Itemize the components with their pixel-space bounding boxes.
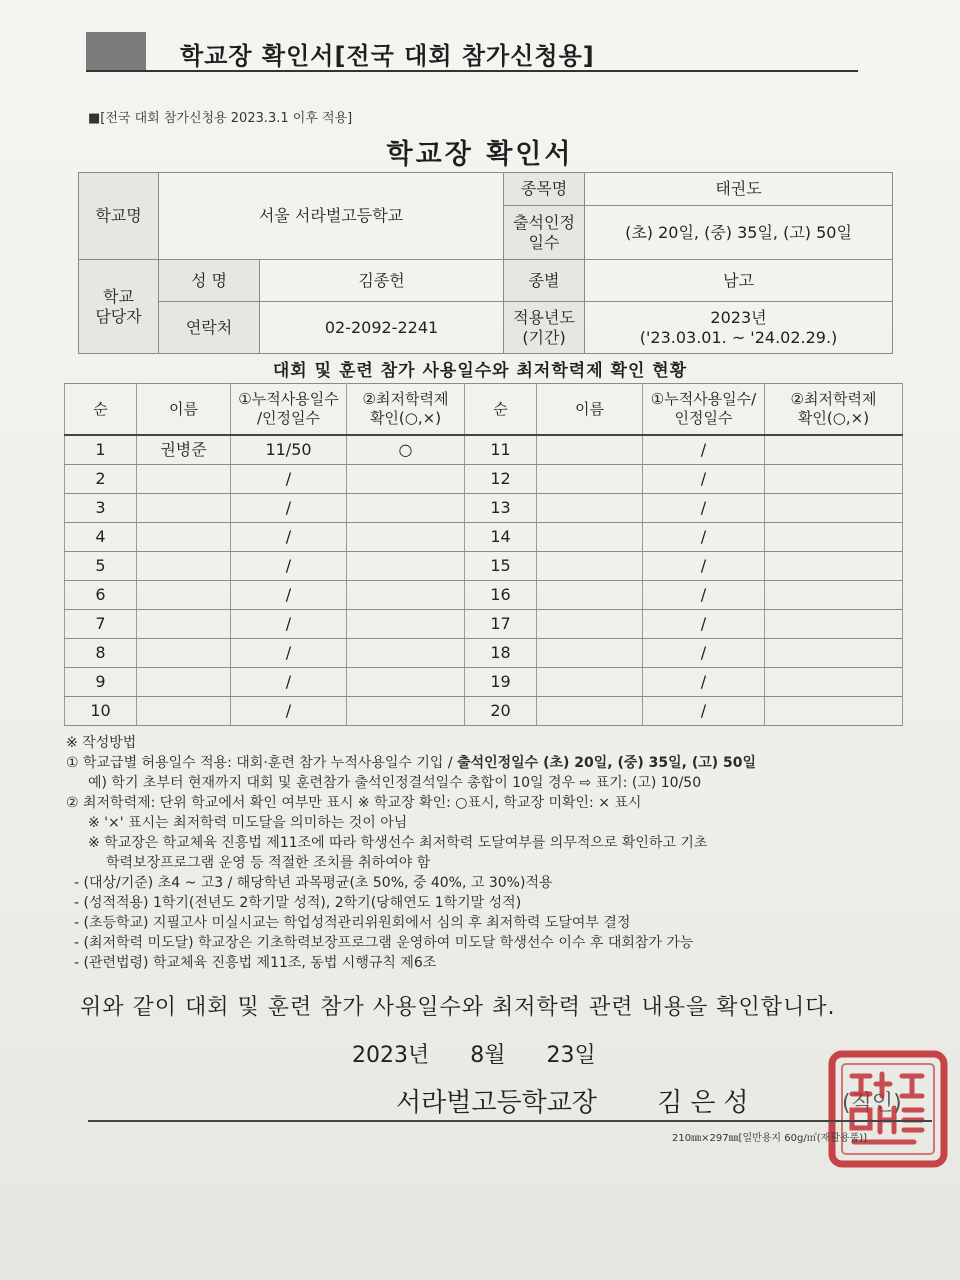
athlete-name <box>137 639 231 668</box>
athlete-name <box>137 523 231 552</box>
year-value: 2023년 <box>710 307 767 327</box>
instruction-line: - (관련법령) 학교체육 진흥법 제11조, 동법 시행규칙 제6조 <box>74 955 437 971</box>
confirmation-text: 위와 같이 대회 및 훈련 참가 사용일수와 최저학력 관련 내용을 확인합니다. <box>80 995 836 1020</box>
header-check: ②최저학력제 확인(○,×) <box>347 384 465 436</box>
principal-line <box>396 1082 757 1119</box>
days-value: / <box>643 581 765 610</box>
contact-value: 02-2092-2241 <box>260 302 504 354</box>
header-days: ①누적사용일수 /인정일수 <box>231 384 347 436</box>
top-title: 학교장 확인서[전국 대회 참가신청용] <box>180 42 595 70</box>
athlete-name <box>537 697 643 726</box>
status-title: 대회 및 훈련 참가 사용일수와 최저학력제 확인 현황 <box>272 361 688 381</box>
sport-label: 종목명 <box>504 173 585 206</box>
athlete-name <box>137 610 231 639</box>
athlete-name <box>137 465 231 494</box>
instruction-line: 예) 학기 초부터 현재까지 대회 및 훈련참가 출석인정결석일수 총합이 10일 경우 ⇨ 표기: (고) 10/50 <box>88 775 702 791</box>
check-value <box>347 610 465 639</box>
top-rule <box>86 70 858 72</box>
table-row <box>65 697 903 726</box>
row-number: 8 <box>65 639 137 668</box>
instruction-line: ※ 학교장은 학교체육 진흥법 제11조에 따라 학생선수 최저학력 도달여부를 의무적으로 확인하고 기초 <box>88 835 708 851</box>
check-value <box>765 697 903 726</box>
header-gray-block <box>86 32 146 72</box>
row-number: 3 <box>65 494 137 523</box>
instructions-heading: ※ 작성방법 <box>66 735 137 751</box>
check-value <box>347 581 465 610</box>
school-info-table <box>78 172 893 354</box>
days-value: / <box>231 552 347 581</box>
instruction-line: - (대상/기준) 초4 ~ 고3 / 해당학년 과목평균(초 50%, 중 40%, 고 30%)적용 <box>74 875 553 891</box>
days-value: / <box>643 610 765 639</box>
header-no: 순 <box>65 384 137 436</box>
row-number: 5 <box>65 552 137 581</box>
table-row <box>65 610 903 639</box>
athlete-name <box>137 668 231 697</box>
check-value <box>765 610 903 639</box>
row-number: 18 <box>465 639 537 668</box>
attendance-value: (초) 20일, (중) 35일, (고) 50일 <box>585 206 893 260</box>
year-label: 적용년도 (기간) <box>504 302 585 354</box>
table-row <box>65 465 903 494</box>
check-value <box>765 668 903 697</box>
instruction-line: - (성적적용) 1학기(전년도 2학기말 성적), 2학기(당해연도 1학기말 성적) <box>74 895 522 911</box>
table-row <box>65 581 903 610</box>
row-number: 7 <box>65 610 137 639</box>
row-number: 11 <box>465 435 537 465</box>
athlete-name <box>537 494 643 523</box>
athlete-name <box>137 581 231 610</box>
header-name: 이름 <box>137 384 231 436</box>
sport-value: 태권도 <box>585 173 893 206</box>
instruction-line: ※ '×' 표시는 최저학력 미도달을 의미하는 것이 아님 <box>88 815 408 831</box>
check-value <box>765 639 903 668</box>
manager-label: 학교 담당자 <box>79 260 159 354</box>
row-number: 6 <box>65 581 137 610</box>
days-value: / <box>231 465 347 494</box>
header-note: ■[전국 대회 참가신청용 2023.3.1 이후 적용] <box>88 111 353 126</box>
check-value <box>765 581 903 610</box>
days-value: / <box>643 494 765 523</box>
check-value <box>347 552 465 581</box>
row-number: 2 <box>65 465 137 494</box>
days-value: / <box>643 435 765 465</box>
athlete-table <box>64 383 903 726</box>
row-number: 12 <box>465 465 537 494</box>
row-number: 16 <box>465 581 537 610</box>
athlete-name <box>137 494 231 523</box>
school-value: 서울 서라벌고등학교 <box>159 173 504 260</box>
days-value: / <box>231 639 347 668</box>
athlete-name <box>137 697 231 726</box>
instruction-line: - (최저학력 미도달) 학교장은 기초학력보장프로그램 운영하여 미도달 학생선수 이수 후 대회참가 가능 <box>74 935 694 951</box>
days-value: / <box>643 697 765 726</box>
check-value <box>765 465 903 494</box>
header-name: 이름 <box>537 384 643 436</box>
check-value <box>347 494 465 523</box>
document-title: 학교장 확인서 <box>386 139 574 170</box>
check-value <box>765 435 903 465</box>
instructions <box>66 733 926 973</box>
row-number: 10 <box>65 697 137 726</box>
days-value: / <box>231 668 347 697</box>
bottom-rule <box>88 1120 932 1122</box>
athlete-name: 권병준 <box>137 435 231 465</box>
name-label: 성 명 <box>159 260 260 302</box>
table-row <box>65 668 903 697</box>
header-days: ①누적사용일수/ 인정일수 <box>643 384 765 436</box>
athlete-table-header <box>65 384 903 436</box>
check-value <box>347 523 465 552</box>
athlete-name <box>537 639 643 668</box>
days-value: / <box>643 668 765 697</box>
category-value: 남고 <box>585 260 893 302</box>
check-value: ○ <box>347 435 465 465</box>
header-check: ②최저학력제 확인(○,×) <box>765 384 903 436</box>
instruction-text: ① 학교급별 허용일수 적용: 대회·훈련 참가 누적사용일수 기입 / <box>66 755 458 771</box>
check-value <box>347 465 465 494</box>
check-value <box>765 552 903 581</box>
instruction-line: - (초등학교) 지필고사 미실시교는 학업성적관리위원회에서 심의 후 최저학력 도달여부 결정 <box>74 915 631 931</box>
instruction-line: 학력보장프로그램 운영 등 적절한 조치를 취하여야 함 <box>106 855 431 871</box>
official-seal-icon <box>826 1048 950 1170</box>
check-value <box>765 523 903 552</box>
days-value: / <box>231 494 347 523</box>
instruction-line: ② 최저학력제: 단위 학교에서 확인 여부만 표시 ※ 학교장 확인: ○표시, 학교장 미확인: × 표시 <box>66 795 642 811</box>
date-day: 23일 <box>546 1043 596 1068</box>
row-number: 19 <box>465 668 537 697</box>
athlete-name <box>537 581 643 610</box>
date-month: 8월 <box>470 1043 506 1068</box>
days-value: / <box>643 465 765 494</box>
athlete-name <box>537 435 643 465</box>
days-value: / <box>231 610 347 639</box>
check-value <box>347 639 465 668</box>
days-value: / <box>231 581 347 610</box>
table-row <box>65 435 903 465</box>
name-value: 김종헌 <box>260 260 504 302</box>
contact-label: 연락처 <box>159 302 260 354</box>
instruction-line <box>66 753 926 773</box>
attendance-label: 출석인정 일수 <box>504 206 585 260</box>
row-number: 1 <box>65 435 137 465</box>
check-value <box>347 668 465 697</box>
table-row <box>65 552 903 581</box>
row-number: 14 <box>465 523 537 552</box>
table-row <box>65 494 903 523</box>
table-row <box>65 639 903 668</box>
days-value: 11/50 <box>231 435 347 465</box>
days-value: / <box>231 697 347 726</box>
days-value: / <box>643 552 765 581</box>
row-number: 9 <box>65 668 137 697</box>
athlete-name <box>537 465 643 494</box>
year-cell <box>585 302 893 354</box>
table-row <box>65 523 903 552</box>
row-number: 13 <box>465 494 537 523</box>
period-value: ('23.03.01. ~ '24.02.29.) <box>639 327 838 347</box>
category-label: 종별 <box>504 260 585 302</box>
principal-name: 김은성 <box>657 1088 757 1118</box>
school-principal-title: 서라벌고등학교장 <box>396 1088 597 1118</box>
athlete-name <box>537 668 643 697</box>
days-value: / <box>643 639 765 668</box>
date-year: 2023년 <box>352 1043 430 1068</box>
paper-spec: 210㎜×297㎜[일반용지 60g/㎡(재활용품)] <box>672 1133 868 1144</box>
row-number: 20 <box>465 697 537 726</box>
athlete-name <box>537 523 643 552</box>
days-value: / <box>231 523 347 552</box>
header-no: 순 <box>465 384 537 436</box>
date-line <box>352 1038 630 1069</box>
school-label: 학교명 <box>79 173 159 260</box>
seal-note: (직인) <box>842 1091 902 1116</box>
row-number: 17 <box>465 610 537 639</box>
row-number: 4 <box>65 523 137 552</box>
row-number: 15 <box>465 552 537 581</box>
days-value: / <box>643 523 765 552</box>
check-value <box>347 697 465 726</box>
check-value <box>765 494 903 523</box>
athlete-name <box>537 610 643 639</box>
instruction-bold-text: 출석인정일수 (초) 20일, (중) 35일, (고) 50일 <box>457 755 757 771</box>
athlete-name <box>137 552 231 581</box>
athlete-name <box>537 552 643 581</box>
